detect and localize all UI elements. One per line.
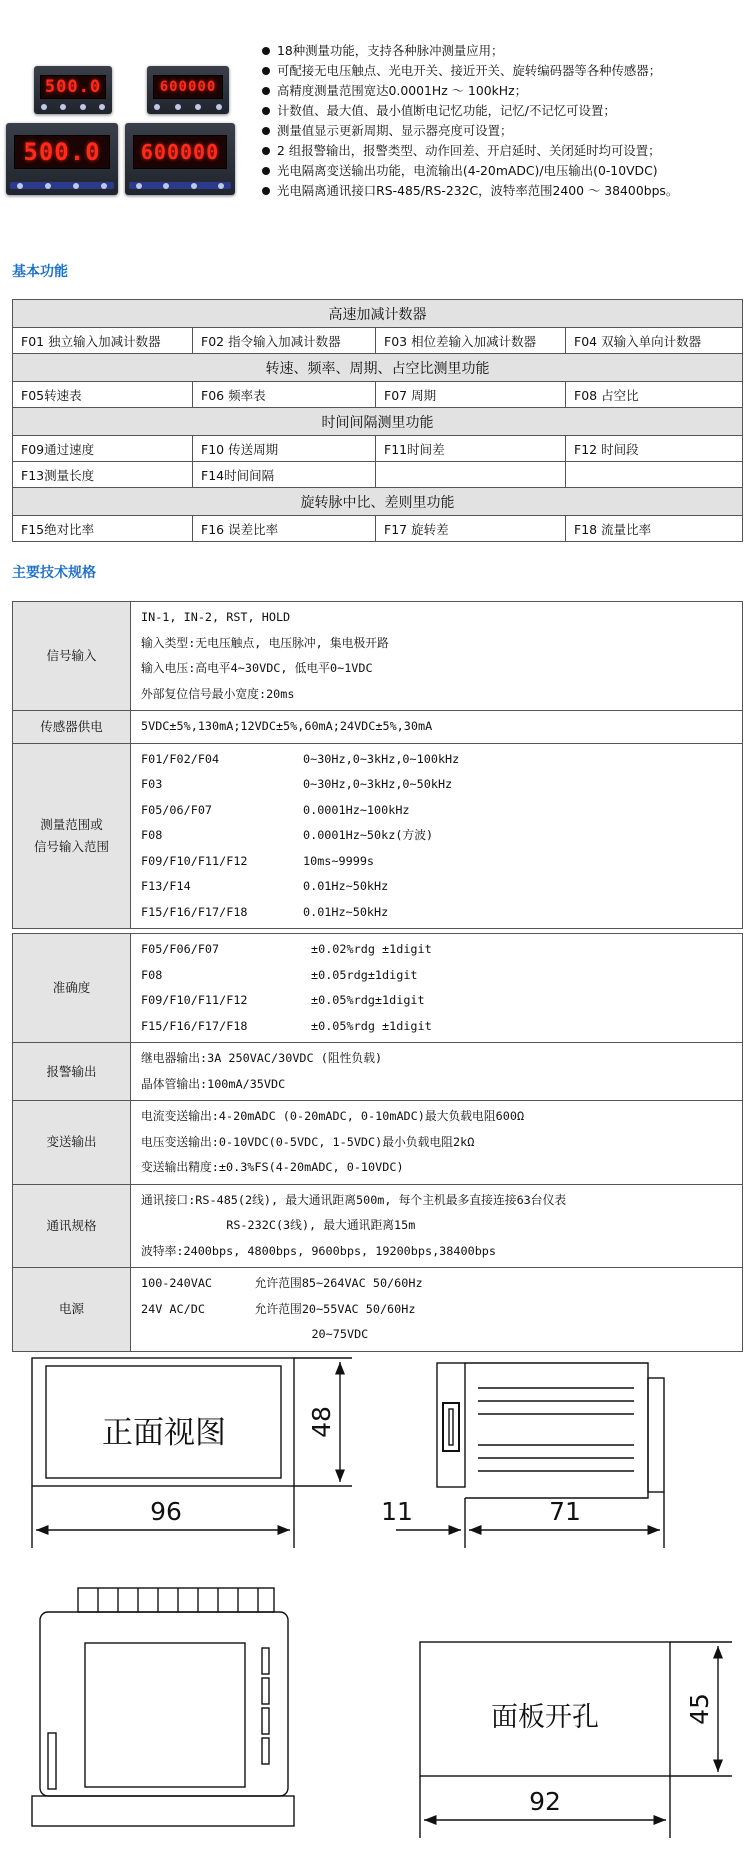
function-cell: F02 指令输入加减计数器 (193, 328, 376, 354)
function-cell: F10 传送周期 (193, 436, 376, 462)
side-depth-dim: 71 (549, 1497, 581, 1526)
function-cell: F18 流量比率 (566, 516, 743, 542)
spec-values: 通讯接口:RS-485(2线), 最大通讯距离500m, 每个主机最多直接连接63台仪表 RS-232C(3线), 最大通讯距离15m 波特率:2400bps, 4800bps, 9600bps, 19200bps,38400bps (131, 1184, 743, 1268)
spec-table-1 (12, 601, 743, 929)
feature-list (262, 41, 747, 201)
function-cell: F08 占空比 (566, 382, 743, 408)
meter-display: 600000 (153, 75, 223, 99)
meter-photo-small-2 (147, 66, 229, 114)
function-cell: F04 双输入单向计数器 (566, 328, 743, 354)
side-left-dim: 11 (381, 1497, 413, 1526)
function-cell: F03 相位差输入加减计数器 (376, 328, 566, 354)
spec-label: 电源 (13, 1268, 131, 1352)
spec-table-2 (12, 933, 743, 1352)
spec-label: 通讯规格 (13, 1184, 131, 1268)
front-view-label: 正面视图 (102, 1415, 226, 1451)
spec-values: F01/F02/F04 0~30Hz,0~3kHz,0~100kHz F03 0~30Hz,0~3kHz,0~50kHz F05/06/F07 0.0001Hz~100kHz F08 0.0001Hz~50kz(方波) F09/F10/F11/F12 10ms~9999s F13/F14 0.01Hz~50kHz F15/F16/F17/F18 0.01Hz~50kHz (131, 743, 743, 929)
functions-table (12, 299, 743, 542)
section-title-basic-functions: 基本功能 (12, 264, 68, 280)
dimension-drawings (0, 1308, 750, 1868)
feature-item: 测量值显示更新周期、显示器亮度可设置； (262, 121, 747, 141)
function-cell (376, 462, 566, 488)
function-cell: F06 频率表 (193, 382, 376, 408)
spec-values: 继电器输出:3A 250VAC/30VDC (阻性负载) 晶体管输出:100mA/35VDC (131, 1043, 743, 1101)
spec-label: 测量范围或 信号输入范围 (13, 743, 131, 929)
function-cell: F12 时间段 (566, 436, 743, 462)
function-cell: F17 旋转差 (376, 516, 566, 542)
feature-item: 2 组报警输出，报警类型、动作回差、开启延时、关闭延时均可设置； (262, 141, 747, 161)
feature-item: 光电隔离通讯接口RS-485/RS-232C，波特率范围2400 ～ 38400bps。 (262, 181, 747, 201)
spec-values: F05/F06/F07 ±0.02%rdg ±1digit F08 ±0.05rdg±1digit F09/F10/F11/F12 ±0.05%rdg±1digit F15/F16/F17/F18 ±0.05%rdg ±1digit (131, 934, 743, 1043)
spec-values: 电流变送输出:4-20mADC (0-20mADC, 0-10mADC)最大负载电阻600Ω 电压变送输出:0-10VDC(0-5VDC, 1-5VDC)最小负载电阻2kΩ 变送输出精度:±0.3%FS(4-20mADC, 0-10VDC) (131, 1101, 743, 1185)
meter-display: 500.0 (40, 75, 106, 99)
cutout-label: 面板开孔 (491, 1702, 599, 1733)
meter-display: 500.0 (14, 135, 110, 169)
feature-item: 光电隔离变送输出功能，电流输出(4-20mADC)/电压输出(0-10VDC) (262, 161, 747, 181)
function-group-header: 时间间隔测里功能 (13, 408, 743, 436)
function-cell: F09通过速度 (13, 436, 193, 462)
spec-values: IN-1, IN-2, RST, HOLD 输入类型:无电压触点, 电压脉冲, 集电极开路 输入电压:高电平4~30VDC, 低电平0~1VDC 外部复位信号最小宽度:20ms (131, 602, 743, 711)
feature-item: 计数值、最大值、最小值断电记忆功能，记忆/不记忆可设置； (262, 101, 747, 121)
cutout-width-dim: 92 (529, 1787, 561, 1816)
section-title-specs: 主要技术规格 (12, 565, 96, 581)
function-group-header: 旋转脉中比、差则里功能 (13, 488, 743, 516)
feature-item: 高精度测量范围宽达0.0001Hz ～ 100kHz； (262, 81, 747, 101)
function-cell: F15绝对比率 (13, 516, 193, 542)
spec-label: 准确度 (13, 934, 131, 1043)
spec-values: 5VDC±5%,130mA;12VDC±5%,60mA;24VDC±5%,30mA (131, 711, 743, 744)
function-cell: F11时间差 (376, 436, 566, 462)
function-cell: F13测量长度 (13, 462, 193, 488)
meter-display: 600000 (133, 135, 227, 169)
function-cell: F05转速表 (13, 382, 193, 408)
feature-item: 可配接无电压触点、光电开关、接近开关、旋转编码器等各种传感器； (262, 61, 747, 81)
spec-label: 报警输出 (13, 1043, 131, 1101)
function-cell: F16 误差比率 (193, 516, 376, 542)
meter-photo-large-2 (125, 123, 235, 195)
front-width-dim: 96 (150, 1497, 182, 1526)
meter-photo-large-1 (6, 123, 118, 195)
meter-photo-small-1 (34, 66, 112, 114)
function-group-header: 高速加减计数器 (13, 300, 743, 328)
front-height-dim: 48 (307, 1406, 336, 1438)
function-cell: F07 周期 (376, 382, 566, 408)
spec-label: 信号输入 (13, 602, 131, 711)
function-group-header: 转速、频率、周期、占空比测里功能 (13, 354, 743, 382)
function-cell (566, 462, 743, 488)
spec-label: 变送输出 (13, 1101, 131, 1185)
cutout-height-dim: 45 (685, 1693, 714, 1725)
feature-item: 18种测量功能，支持各种脉冲测量应用； (262, 41, 747, 61)
function-cell: F14时间间隔 (193, 462, 376, 488)
function-cell: F01 独立输入加减计数器 (13, 328, 193, 354)
spec-values: 100-240VAC 允许范围85~264VAC 50/60Hz 24V AC/DC 允许范围20~55VAC 50/60Hz 20~75VDC (131, 1268, 743, 1352)
spec-label: 传感器供电 (13, 711, 131, 744)
